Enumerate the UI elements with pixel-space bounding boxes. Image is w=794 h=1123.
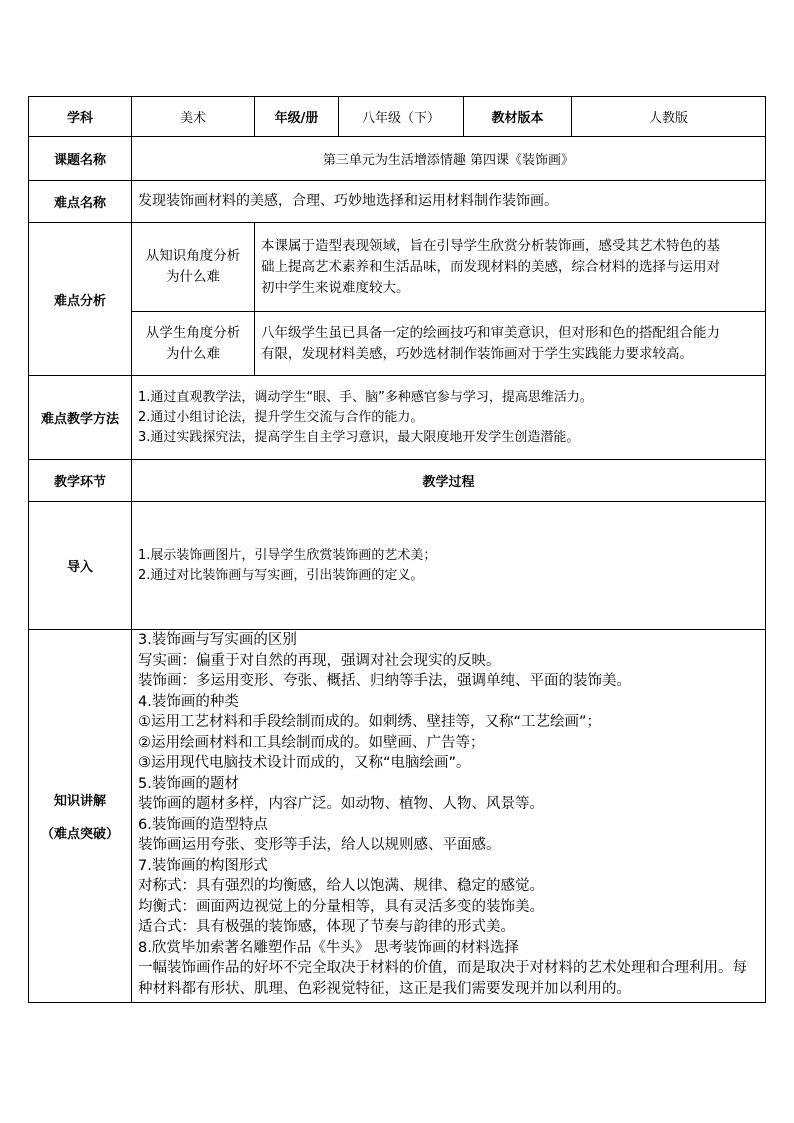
analysis-angle-student (132, 312, 255, 376)
knowledge-line: 对称式：具有强烈的均衡感，给人以饱满、规律、稳定的感觉。 (138, 878, 544, 894)
knowledge-line: ②运用绘画材料和工具绘制而成的。如壁画、广告等； (138, 734, 485, 751)
intro-row (29, 502, 766, 630)
analysis-angle-knowledge (132, 223, 255, 312)
methods-row (29, 376, 766, 460)
knowledge-line: ①运用工艺材料和手段绘制而成的。如刺绣、壁挂等，又称“工艺绘画”； (138, 714, 602, 730)
edition-label: 教材版本 (464, 97, 572, 137)
intro-line: 1.展示装饰画图片，引导学生欣赏装饰画的艺术美； (138, 547, 437, 563)
difficulty-value: 发现装饰画材料的美感，合理、巧妙地选择和运用材料制作装饰画。 (132, 181, 766, 223)
methods-line: 1.通过直观教学法，调动学生“眼、手、脑”多种感官参与学习，提高思维活力。 (138, 389, 593, 405)
methods-label: 难点教学方法 (29, 376, 132, 460)
knowledge-line: 5.装饰画的题材 (138, 775, 239, 792)
difficulty-row (29, 181, 766, 223)
analysis-text-student (255, 312, 766, 376)
intro-label: 导入 (29, 502, 132, 630)
topic-label: 课题名称 (29, 137, 132, 181)
knowledge-line: 6.装饰画的造型特点 (138, 816, 268, 833)
edition-value: 人教版 (572, 97, 766, 137)
knowledge-line: 装饰画的题材多样，内容广泛。如动物、植物、人物、风景等。 (138, 796, 544, 812)
knowledge-line: 装饰画运用夸张、变形等手法，给人以规则感、平面感。 (138, 837, 501, 853)
analysis-line: 础上提高艺术素养和生活品味，而发现材料的美感，综合材料的选择与运用对 (261, 258, 720, 275)
grade-label: 年级/册 (255, 97, 339, 137)
process-header-row (29, 460, 766, 502)
analysis-row-student (29, 312, 766, 376)
analysis-line: 初中学生来说难度较大。 (261, 279, 410, 296)
angle-line: 为什么难 (166, 345, 220, 362)
methods-line: 3.通过实践探究法，提高学生自主学习意识，最大限度地开发学生创造潜能。 (138, 429, 580, 445)
knowledge-row (29, 630, 766, 1003)
methods-line: 2.通过小组讨论法，提升学生交流与合作的能力。 (138, 409, 424, 425)
knowledge-label-cell (29, 630, 132, 1003)
subject-value: 美术 (132, 97, 255, 137)
knowledge-line: 适合式：具有极强的装饰感，体现了节奏与韵律的形式美。 (138, 919, 515, 935)
lesson-plan-table (28, 96, 766, 1003)
knowledge-content (132, 630, 766, 1003)
subject-label: 学科 (29, 97, 132, 137)
analysis-text-knowledge (255, 223, 766, 312)
angle-line: 从知识角度分析 (145, 248, 241, 264)
knowledge-sublabel: （难点突破） (40, 827, 119, 842)
knowledge-line: 装饰画：多运用变形、夸张、概括、归纳等手法，强调单纯、平面的装饰美。 (138, 673, 631, 689)
angle-line: 从学生角度分析 (145, 324, 241, 341)
knowledge-line: 8.欣赏毕加索著名雕塑作品《牛头》 思考装饰画的材料选择 (138, 939, 519, 956)
process-label: 教学过程 (132, 460, 766, 502)
knowledge-line: 均衡式：画面两边视觉上的分量相等，具有灵活多变的装饰美。 (138, 898, 544, 915)
knowledge-line: 4.装饰画的种类 (138, 693, 239, 710)
knowledge-line: ③运用现代电脑技术设计而成的，又称“电脑绘画”。 (138, 755, 471, 771)
knowledge-label: 知识讲解 (53, 794, 106, 809)
header-row (29, 97, 766, 137)
intro-list (132, 502, 766, 630)
topic-value: 第三单元为生活增添情趣 第四课《装饰画》 (132, 137, 766, 181)
knowledge-line: 3.装饰画与写实画的区别 (138, 632, 297, 648)
knowledge-line: 7.装饰画的构图形式 (138, 857, 268, 874)
topic-row (29, 137, 766, 181)
angle-line: 为什么难 (166, 269, 220, 285)
analysis-line: 本课属于造型表现领域，旨在引导学生欣赏分析装饰画，感受其艺术特色的基 (261, 237, 720, 254)
analysis-row-knowledge (29, 223, 766, 312)
intro-line: 2.通过对比装饰画与写实画，引出装饰画的定义。 (138, 567, 424, 583)
knowledge-line: 写实画：偏重于对自然的再现，强调对社会现实的反映。 (138, 652, 501, 669)
grade-value: 八年级（下） (339, 97, 464, 137)
analysis-line: 八年级学生虽已具备一定的绘画技巧和审美意识，但对形和色的搭配组合能力 (261, 324, 720, 341)
analysis-line: 有限，发现材料美感，巧妙选材制作装饰画对于学生实践能力要求较高。 (261, 345, 693, 362)
stage-label: 教学环节 (29, 460, 132, 502)
difficulty-label: 难点名称 (29, 181, 132, 223)
knowledge-closing-paragraph: 一幅装饰画作品的好坏不完全取决于材料的价值，而是取决于对材料的艺术处理和合理利用。每种材料都有形状、肌理、色彩视觉特征，这正是我们需要发现并加以利用的。 (138, 960, 747, 997)
analysis-label: 难点分析 (29, 223, 132, 376)
methods-list (132, 376, 766, 460)
